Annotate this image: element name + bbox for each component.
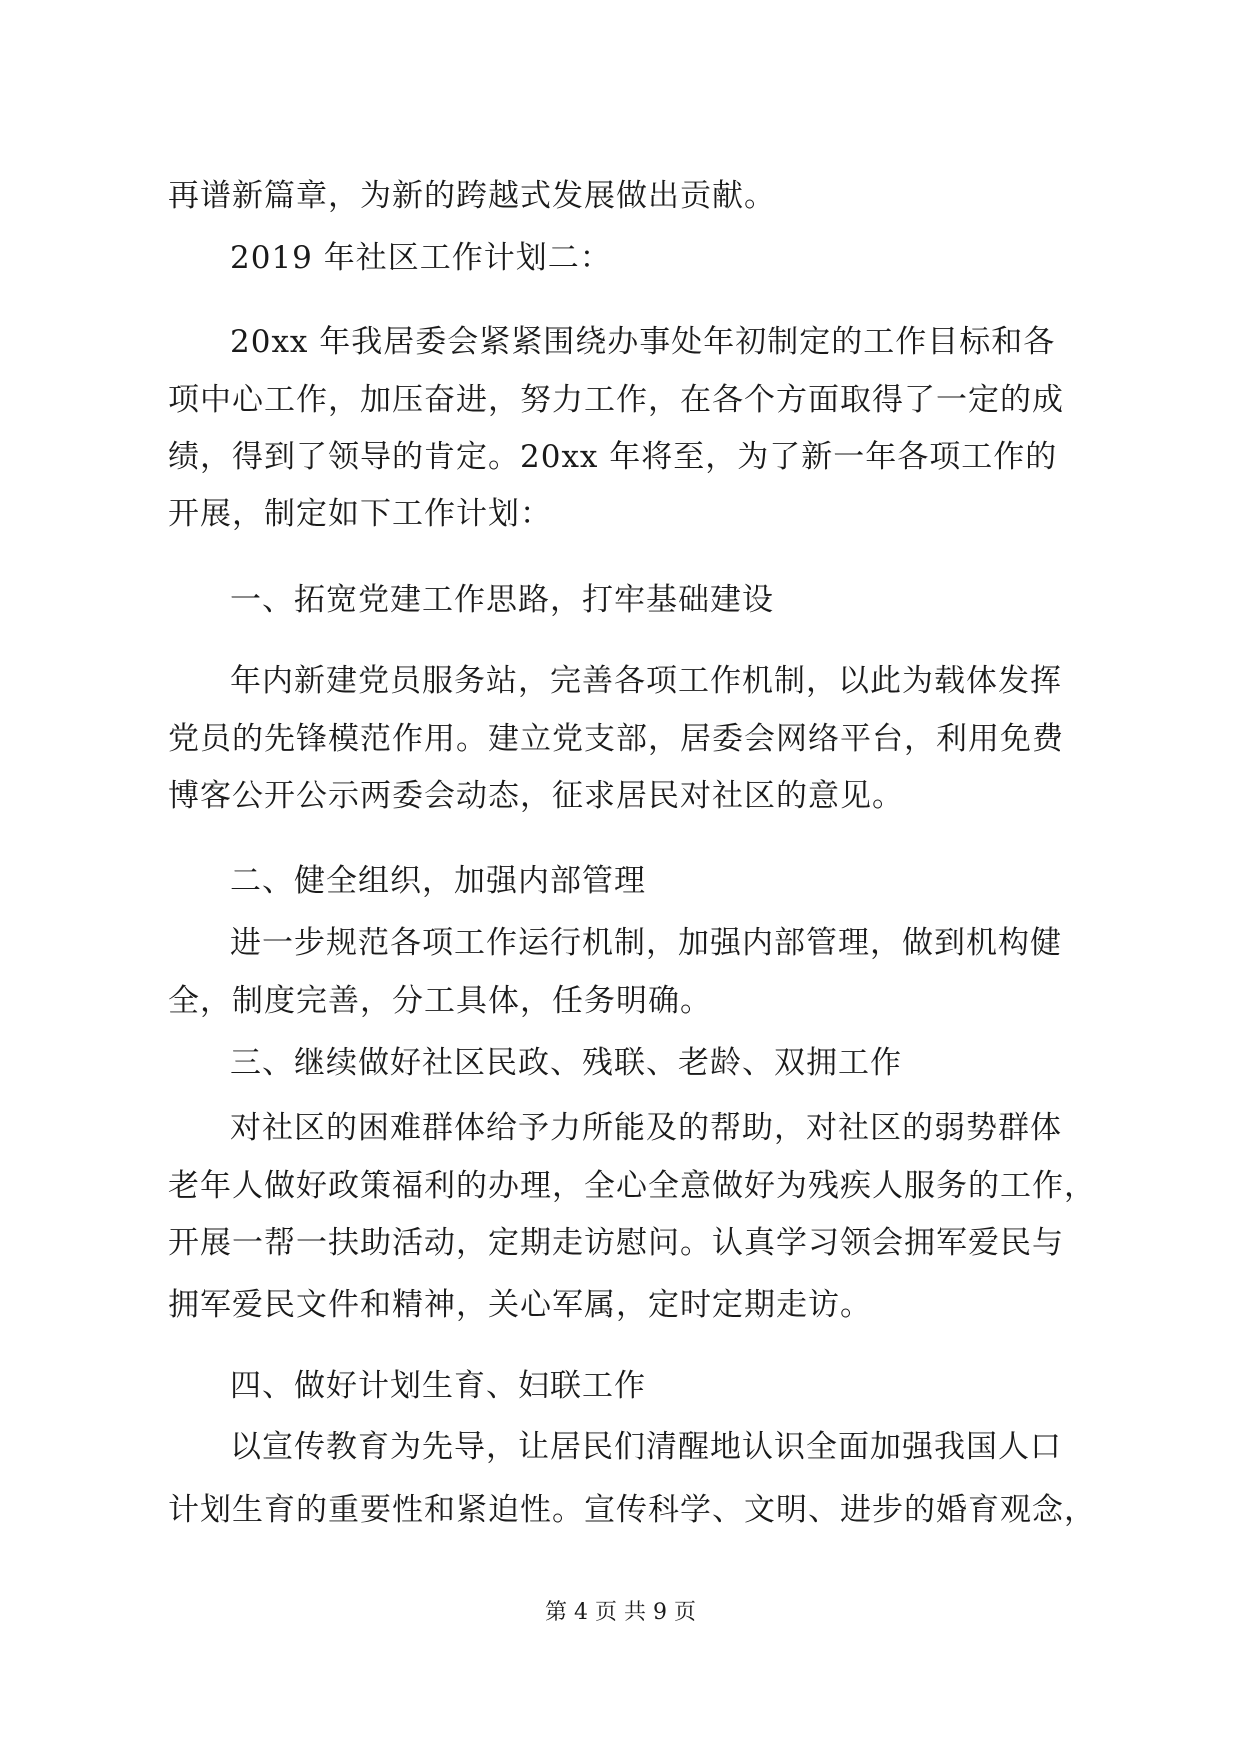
text-line: 20xx 年我居委会紧紧围绕办事处年初制定的工作目标和各 [230, 324, 1056, 360]
text-line: 绩，得到了领导的肯定。20xx 年将至，为了新一年各项工作的 [168, 439, 1058, 475]
text-line: 以宣传教育为先导，让居民们清醒地认识全面加强我国人口 [230, 1429, 1062, 1465]
section-title: 2019 年社区工作计划二： [230, 240, 612, 276]
section-heading: 三、继续做好社区民政、残联、老龄、双拥工作 [230, 1045, 902, 1081]
text-line: 项中心工作，加压奋进，努力工作，在各个方面取得了一定的成 [168, 382, 1064, 418]
text-line: 博客公开公示两委会动态，征求居民对社区的意见。 [168, 778, 904, 814]
text-line: 再谱新篇章，为新的跨越式发展做出贡献。 [168, 178, 776, 214]
text-line: 进一步规范各项工作运行机制，加强内部管理，做到机构健 [230, 925, 1062, 961]
text-line: 全，制度完善，分工具体，任务明确。 [168, 983, 712, 1019]
section-heading: 四、做好计划生育、妇联工作 [230, 1368, 646, 1404]
text-line: 年内新建党员服务站，完善各项工作机制，以此为载体发挥 [230, 663, 1062, 699]
text-line: 开展，制定如下工作计划： [168, 496, 552, 532]
text-line: 计划生育的重要性和紧迫性。宣传科学、文明、进步的婚育观念， [168, 1492, 1096, 1528]
text-line: 拥军爱民文件和精神，关心军属，定时定期走访。 [168, 1287, 872, 1323]
section-heading: 一、拓宽党建工作思路，打牢基础建设 [230, 582, 774, 618]
text-line: 老年人做好政策福利的办理，全心全意做好为残疾人服务的工作， [168, 1168, 1096, 1204]
text-line: 对社区的困难群体给予力所能及的帮助，对社区的弱势群体 [230, 1110, 1062, 1146]
page-number-footer: 第 4 页 共 9 页 [545, 1600, 696, 1625]
text-line: 开展一帮一扶助活动，定期走访慰问。认真学习领会拥军爱民与 [168, 1225, 1064, 1261]
text-line: 党员的先锋模范作用。建立党支部，居委会网络平台，利用免费 [168, 721, 1064, 757]
section-heading: 二、健全组织，加强内部管理 [230, 863, 646, 899]
